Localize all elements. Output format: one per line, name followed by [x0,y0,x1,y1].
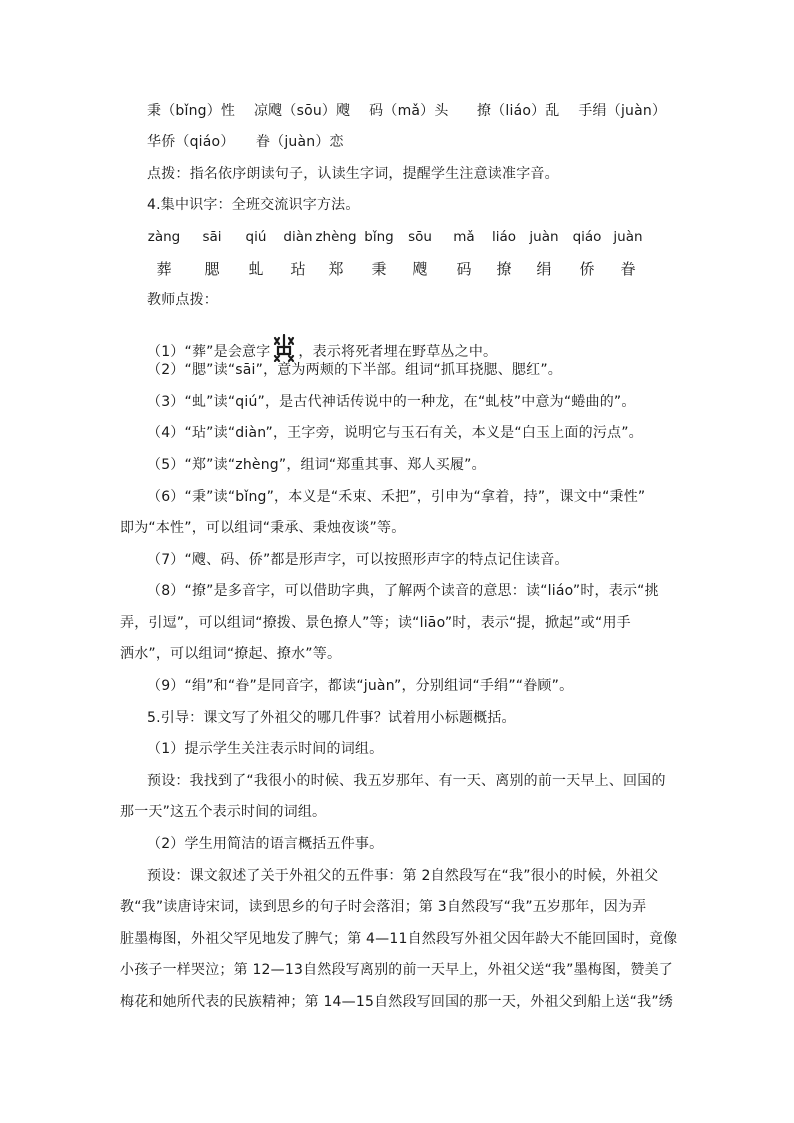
paragraph-line: （3）“虬”读“qiú”，是古代神话传说中的一种龙，在“虬枝”中意为“蜷曲的”。 [147,394,636,410]
ancient-zang-glyph-icon [272,334,296,362]
paragraph-line: （9）“绢”和“眷”是同音字，都读“juàn”，分别组词“手绢”“眷顾”。 [147,678,574,694]
pinyin-cell: qiú [245,229,267,245]
hanzi-cell: 绢 [536,260,552,278]
paragraph-line: （1）提示学生关注表示时间的词组。 [147,741,384,757]
section-heading-4: 4.集中识字：全班交流识字方法。 [147,197,360,213]
paragraph-line: 洒水”，可以组词“撩起、撩水”等。 [120,646,342,662]
pinyin-cell: liáo [491,229,517,245]
pinyin-row [140,227,660,247]
paragraph-line: 教师点拨： [147,292,218,308]
section-heading-5: 5.引导：课文写了外祖父的哪几件事？试着用小标题概括。 [147,710,516,726]
pinyin-cell: sāi [202,229,222,245]
hanzi-cell: 腮 [204,260,220,278]
line-text: （1）“葬”是会意字 [147,344,271,360]
pinyin-cell: bǐng [364,229,394,245]
paragraph-line: 教“我”读唐诗宋词，读到思乡的句子时会落泪；第 3自然段写“我”五岁那年，因为弄 [120,899,647,915]
paragraph-line: 预设：我找到了“我很小的时候、我五岁那年、有一天、离别的前一天早上、回国的 [147,773,666,789]
vocab-line-1: 秉（bǐng）性 凉飕（sōu）飕 码（mǎ）头 撩（liáo）乱 手绢（juàn） [147,103,667,119]
paragraph-line: 小孩子一样哭泣；第 12—13自然段写离别的前一天早上，外祖父送“我”墨梅图，赞美了 [120,962,673,978]
hanzi-row [140,259,660,279]
paragraph-line: 梅花和她所代表的民族精神；第 14—15自然段写回国的那一天，外祖父到船上送“我”绣 [120,994,673,1010]
pinyin-cell: qiáo [572,229,602,245]
paragraph-line: 即为“本性”，可以组词“秉承、秉烛夜谈”等。 [120,520,406,536]
pinyin-cell: juàn [529,229,559,245]
hanzi-cell: 秉 [371,260,387,278]
paragraph-line: 脏墨梅图，外祖父罕见地发了脾气；第 4—11自然段写外祖父因年龄大不能回国时，竟像 [120,931,678,947]
hanzi-cell: 码 [456,260,472,278]
hanzi-cell: 虬 [248,260,264,278]
pinyin-cell: juàn [613,229,643,245]
hanzi-cell: 玷 [290,260,306,278]
paragraph-line: （8）“撩”是多音字，可以借助字典，了解两个读音的意思：读“liáo”时，表示“挑 [147,583,659,599]
hanzi-cell: 郑 [328,260,344,278]
paragraph-line: （7）“飕、码、侨”都是形声字，可以按照形声字的特点记住读音。 [147,552,569,568]
paragraph-line: （5）“郑”读“zhèng”，组词“郑重其事、郑人买履”。 [147,457,486,473]
pinyin-cell: zhèng [315,229,357,245]
paragraph-line [147,334,497,362]
pinyin-cell: sōu [408,229,432,245]
paragraph-line: 弄，引逗”，可以组词“撩拨、景色撩人”等；读“liāo”时，表示“提，掀起”或“用手 [120,615,631,631]
hanzi-cell: 侨 [579,260,595,278]
paragraph-line: 那一天”这五个表示时间的词组。 [120,804,327,820]
pinyin-cell: zàng [147,229,181,245]
paragraph-line: 点拨：指名依序朗读句子，认读生字词，提醒学生注意读准字音。 [147,166,559,182]
hanzi-cell: 飕 [412,260,428,278]
pinyin-cell: mǎ [453,229,475,245]
paragraph-line: （2）“腮”读“sāi”，意为两颊的下半部。组词“抓耳挠腮、腮红”。 [147,362,562,378]
vocab-line-2: 华侨（qiáo） 眷（juàn）恋 [147,134,344,150]
pinyin-cell: diàn [283,229,313,245]
hanzi-cell: 眷 [620,260,636,278]
line-text: ，表示将死者埋在野草丛之中。 [298,344,498,360]
paragraph-line: （6）“秉”读“bǐng”，本义是“禾束、禾把”，引申为“拿着，持”，课文中“秉性” [147,489,646,505]
paragraph-line: 预设：课文叙述了关于外祖父的五件事：第 2自然段写在“我”很小的时候，外祖父 [147,868,659,884]
hanzi-cell: 葬 [156,260,172,278]
hanzi-cell: 撩 [496,260,512,278]
paragraph-line: （2）学生用简洁的语言概括五件事。 [147,836,384,852]
paragraph-line: （4）“玷”读“diàn”，王字旁，说明它与玉石有关，本义是“白玉上面的污点”。 [147,425,643,441]
